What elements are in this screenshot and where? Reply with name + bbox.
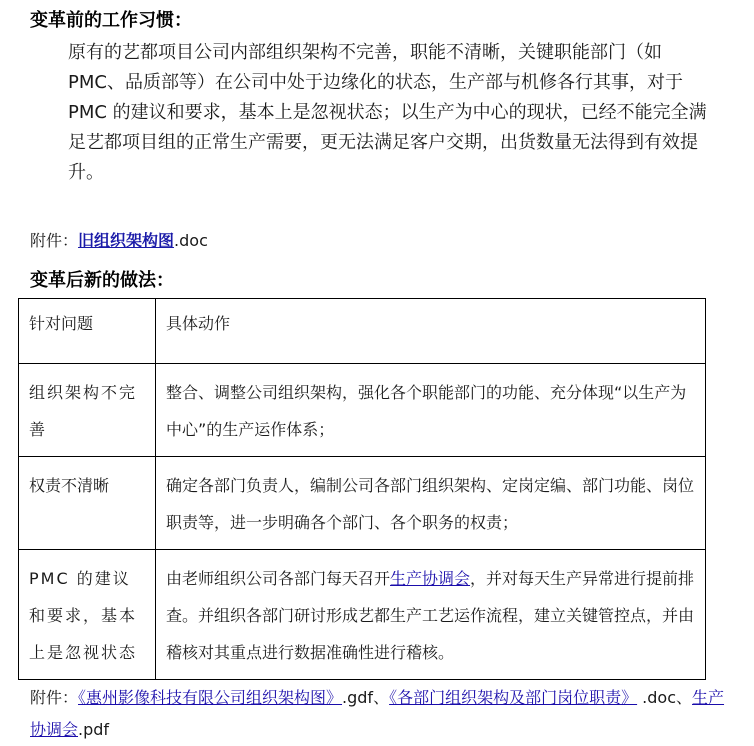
- coordination-meeting-link[interactable]: 生产协调会: [390, 569, 471, 588]
- header-action: 具体动作: [156, 299, 706, 364]
- action-text-post: ，并对每天生产异常进行提前排查。并组织各部门研讨形成艺都生产工艺运作流程，建立关键管控点，并由稽核对其重点进行数据准确性进行稽核。: [166, 569, 695, 662]
- org-chart-link[interactable]: 《惠州影像科技有限公司组织架构图》: [78, 688, 343, 707]
- old-attachment-line: [30, 230, 208, 252]
- attachment-ext-2: .doc、: [637, 688, 693, 707]
- attachment-ext: .doc: [174, 231, 208, 250]
- issue-cell: 组织架构不完善: [19, 364, 156, 457]
- action-cell: [156, 550, 706, 680]
- attachment-ext-3: .pdf: [78, 720, 110, 739]
- table-header-row: [19, 299, 706, 364]
- attachments-prefix: 附件：: [30, 688, 79, 707]
- old-org-chart-link[interactable]: 旧组织架构图: [78, 231, 175, 250]
- table-row: [19, 364, 706, 457]
- attachment-ext-1: .gdf、: [342, 688, 390, 707]
- coordination-meeting-file-link[interactable]: 生产协调会: [30, 688, 725, 739]
- action-cell: 确定各部门负责人，编制公司各部门组织架构、定岗定编、部门功能、岗位职责等，进一步明确各个部门、各个职务的权责；: [156, 457, 706, 550]
- before-paragraph: [30, 38, 714, 188]
- new-attachments-line: [30, 682, 730, 746]
- before-paragraph-text: 原有的艺都项目公司内部组织架构不完善，职能不清晰，关键职能部门（如PMC、品质部等）在公司中处于边缘化的状态，生产部与机修各行其事，对于PMC 的建议和要求，基本上是忽视状态；以生产为中心的现状，已经不能完全满足艺都项目组的正常生产需要，更无法满足客户交期，出货数量无法得到有效提升。: [68, 42, 707, 183]
- table-row: [19, 550, 706, 680]
- actions-table: [18, 298, 706, 680]
- dept-structure-link[interactable]: 《各部门组织架构及部门岗位职责》: [389, 688, 638, 707]
- header-issue: 针对问题: [19, 299, 156, 364]
- table-row: [19, 457, 706, 550]
- action-text-pre: 由老师组织公司各部门每天召开: [166, 569, 391, 588]
- section-heading-after: 变革后新的做法：: [30, 270, 174, 291]
- issue-cell: 权责不清晰: [19, 457, 156, 550]
- attachment-prefix: 附件：: [30, 231, 79, 250]
- section-heading-before: 变革前的工作习惯：: [30, 10, 192, 31]
- issue-cell: PMC 的建议和要求，基本上是忽视状态: [19, 550, 156, 680]
- action-cell: 整合、调整公司组织架构，强化各个职能部门的功能、充分体现“以生产为中心”的生产运作体系；: [156, 364, 706, 457]
